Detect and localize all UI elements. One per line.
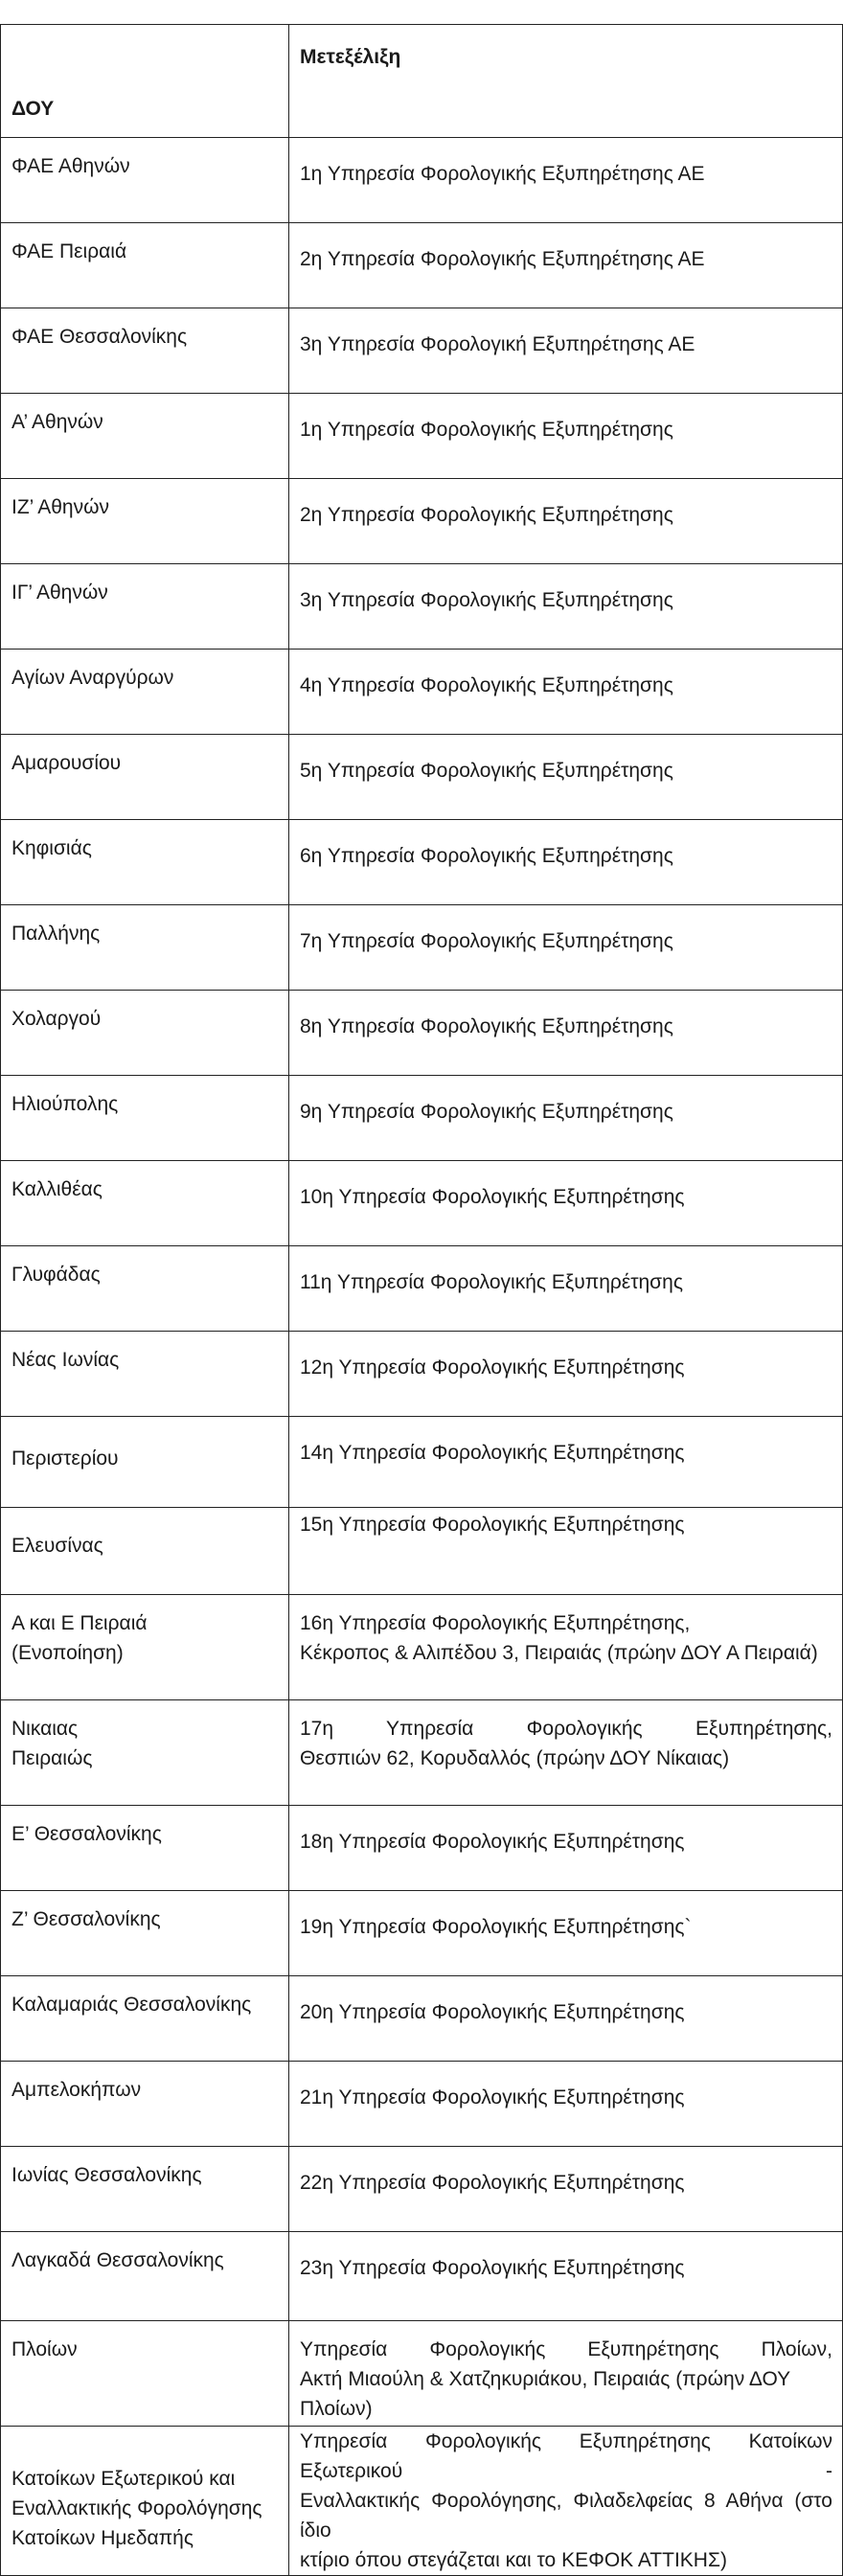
table-row — [1, 2147, 843, 2232]
doy-line: Α και Ε Πειραιά — [11, 1612, 148, 1634]
transition-line: 16η Υπηρεσία Φορολογικής Εξυπηρέτησης, — [300, 1612, 691, 1634]
transition-line: Ακτή Μιαούλη & Χατζηκυριάκου, Πειραιάς (πρώην ΔΟΥ Πλοίων) — [300, 2368, 790, 2420]
transition-cell: 4η Υπηρεσία Φορολογικής Εξυπηρέτησης — [289, 650, 843, 735]
transition-cell: 20η Υπηρεσία Φορολογικής Εξυπηρέτησης — [289, 1976, 843, 2062]
table-row — [1, 650, 843, 735]
table-row — [1, 138, 843, 223]
doy-cell: ΙΖ’ Αθηνών — [1, 479, 289, 564]
table-row — [1, 564, 843, 650]
table-row — [1, 2321, 843, 2427]
transition-cell: 19η Υπηρεσία Φορολογικής Εξυπηρέτησης` — [289, 1891, 843, 1976]
doy-cell: Καλλιθέας — [1, 1161, 289, 1246]
tax-office-transition-table — [0, 24, 843, 2576]
doy-cell: Αμπελοκήπων — [1, 2062, 289, 2147]
transition-cell — [289, 2427, 843, 2576]
doy-cell: ΦΑΕ Πειραιά — [1, 223, 289, 308]
transition-cell: 9η Υπηρεσία Φορολογικής Εξυπηρέτησης — [289, 1076, 843, 1161]
doy-cell: Α’ Αθηνών — [1, 394, 289, 479]
transition-cell: 12η Υπηρεσία Φορολογικής Εξυπηρέτησης — [289, 1332, 843, 1417]
doy-cell: Ελευσίνας — [1, 1508, 289, 1595]
table-row — [1, 735, 843, 820]
doy-cell: Πλοίων — [1, 2321, 289, 2427]
doy-cell: Κηφισιάς — [1, 820, 289, 905]
transition-cell: 14η Υπηρεσία Φορολογικής Εξυπηρέτησης — [289, 1417, 843, 1508]
transition-cell — [289, 1700, 843, 1806]
transition-cell: 23η Υπηρεσία Φορολογικής Εξυπηρέτησης — [289, 2232, 843, 2321]
table-row — [1, 1806, 843, 1891]
doy-cell: Ηλιούπολης — [1, 1076, 289, 1161]
transition-line: κτίριο όπου στεγάζεται και το ΚΕΦΟΚ ΑΤΤΙΚΗΣ) — [300, 2549, 727, 2571]
transition-cell: 5η Υπηρεσία Φορολογικής Εξυπηρέτησης — [289, 735, 843, 820]
doy-cell: Νέας Ιωνίας — [1, 1332, 289, 1417]
table-row — [1, 2062, 843, 2147]
transition-line: Κέκροπος & Αλιπέδου 3, Πειραιάς (πρώην ΔΟΥ Α Πειραιά) — [300, 1642, 818, 1664]
transition-cell: 8η Υπηρεσία Φορολογικής Εξυπηρέτησης — [289, 991, 843, 1076]
transition-line: Υπηρεσία Φορολογικής Εξυπηρέτησης Κατοίκων Εξωτερικού - — [300, 2430, 832, 2482]
table-row — [1, 2427, 843, 2576]
table-row — [1, 1332, 843, 1417]
table-row — [1, 991, 843, 1076]
doy-cell: Αγίων Αναργύρων — [1, 650, 289, 735]
doy-cell: ΦΑΕ Αθηνών — [1, 138, 289, 223]
table-row — [1, 2232, 843, 2321]
doy-cell: Ε’ Θεσσαλονίκης — [1, 1806, 289, 1891]
doy-cell: Χολαργού — [1, 991, 289, 1076]
table-row — [1, 1246, 843, 1332]
doy-cell: Ιωνίας Θεσσαλονίκης — [1, 2147, 289, 2232]
transition-cell: 22η Υπηρεσία Φορολογικής Εξυπηρέτησης — [289, 2147, 843, 2232]
doy-cell — [1, 1700, 289, 1806]
header-cell-transition — [289, 25, 843, 138]
transition-line: Θεσπιών 62, Κορυδαλλός (πρώην ΔΟΥ Νίκαιας) — [300, 1747, 730, 1769]
table-row — [1, 1595, 843, 1700]
table-row — [1, 394, 843, 479]
table-row — [1, 905, 843, 991]
table-row — [1, 1976, 843, 2062]
header-cell-doy — [1, 25, 289, 138]
transition-line: 17η Υπηρεσία Φορολογικής Εξυπηρέτησης, — [300, 1718, 832, 1740]
doy-cell: ΙΓ’ Αθηνών — [1, 564, 289, 650]
transition-cell: 2η Υπηρεσία Φορολογικής Εξυπηρέτησης — [289, 479, 843, 564]
transition-line: Υπηρεσία Φορολογικής Εξυπηρέτησης Πλοίων, — [300, 2338, 832, 2360]
doy-line: Κατοίκων Εξωτερικού και — [11, 2468, 236, 2490]
doy-cell: Γλυφάδας — [1, 1246, 289, 1332]
transition-cell: 1η Υπηρεσία Φορολογικής Εξυπηρέτησης ΑΕ — [289, 138, 843, 223]
doy-cell: Παλλήνης — [1, 905, 289, 991]
table-row — [1, 223, 843, 308]
transition-cell: 15η Υπηρεσία Φορολογικής Εξυπηρέτησης — [289, 1508, 843, 1595]
doy-cell: ΦΑΕ Θεσσαλονίκης — [1, 308, 289, 394]
transition-cell: 21η Υπηρεσία Φορολογικής Εξυπηρέτησης — [289, 2062, 843, 2147]
transition-cell: 3η Υπηρεσία Φορολογικής Εξυπηρέτησης — [289, 564, 843, 650]
transition-cell — [289, 2321, 843, 2427]
table-row — [1, 1700, 843, 1806]
doy-cell: Ζ’ Θεσσαλονίκης — [1, 1891, 289, 1976]
transition-cell: 11η Υπηρεσία Φορολογικής Εξυπηρέτησης — [289, 1246, 843, 1332]
doy-cell: Λαγκαδά Θεσσαλονίκης — [1, 2232, 289, 2321]
doy-line: Νικαιας Πειραιώς — [11, 1718, 93, 1769]
doy-cell: Καλαμαριάς Θεσσαλονίκης — [1, 1976, 289, 2062]
table-row — [1, 1891, 843, 1976]
doy-cell: Αμαρουσίου — [1, 735, 289, 820]
table-row — [1, 479, 843, 564]
table-row — [1, 1076, 843, 1161]
table-row — [1, 308, 843, 394]
transition-cell: 6η Υπηρεσία Φορολογικής Εξυπηρέτησης — [289, 820, 843, 905]
table-row — [1, 1508, 843, 1595]
doy-line: (Ενοποίηση) — [11, 1642, 124, 1664]
transition-line: Εναλλακτικής Φορολόγησης, Φιλαδελφείας 8 Αθήνα (στο ίδιο — [300, 2490, 832, 2542]
doy-line: Εναλλακτικής Φορολόγησης — [11, 2497, 262, 2519]
transition-cell: 2η Υπηρεσία Φορολογικής Εξυπηρέτησης ΑΕ — [289, 223, 843, 308]
transition-cell: 18η Υπηρεσία Φορολογικής Εξυπηρέτησης — [289, 1806, 843, 1891]
doy-line: Κατοίκων Ημεδαπής — [11, 2527, 194, 2549]
doy-cell: Περιστερίου — [1, 1417, 289, 1508]
transition-cell: 7η Υπηρεσία Φορολογικής Εξυπηρέτησης — [289, 905, 843, 991]
doy-cell — [1, 1595, 289, 1700]
doy-cell — [1, 2427, 289, 2576]
table-row — [1, 820, 843, 905]
table-row — [1, 1417, 843, 1508]
transition-cell — [289, 1595, 843, 1700]
transition-cell: 1η Υπηρεσία Φορολογικής Εξυπηρέτησης — [289, 394, 843, 479]
header-transition-label: Μετεξέλιξη — [300, 46, 401, 68]
table-header-row — [1, 25, 843, 138]
transition-cell: 10η Υπηρεσία Φορολογικής Εξυπηρέτησης — [289, 1161, 843, 1246]
transition-cell: 3η Υπηρεσία Φορολογική Εξυπηρέτησης ΑΕ — [289, 308, 843, 394]
table-row — [1, 1161, 843, 1246]
header-doy-label: ΔΟΥ — [11, 98, 55, 120]
